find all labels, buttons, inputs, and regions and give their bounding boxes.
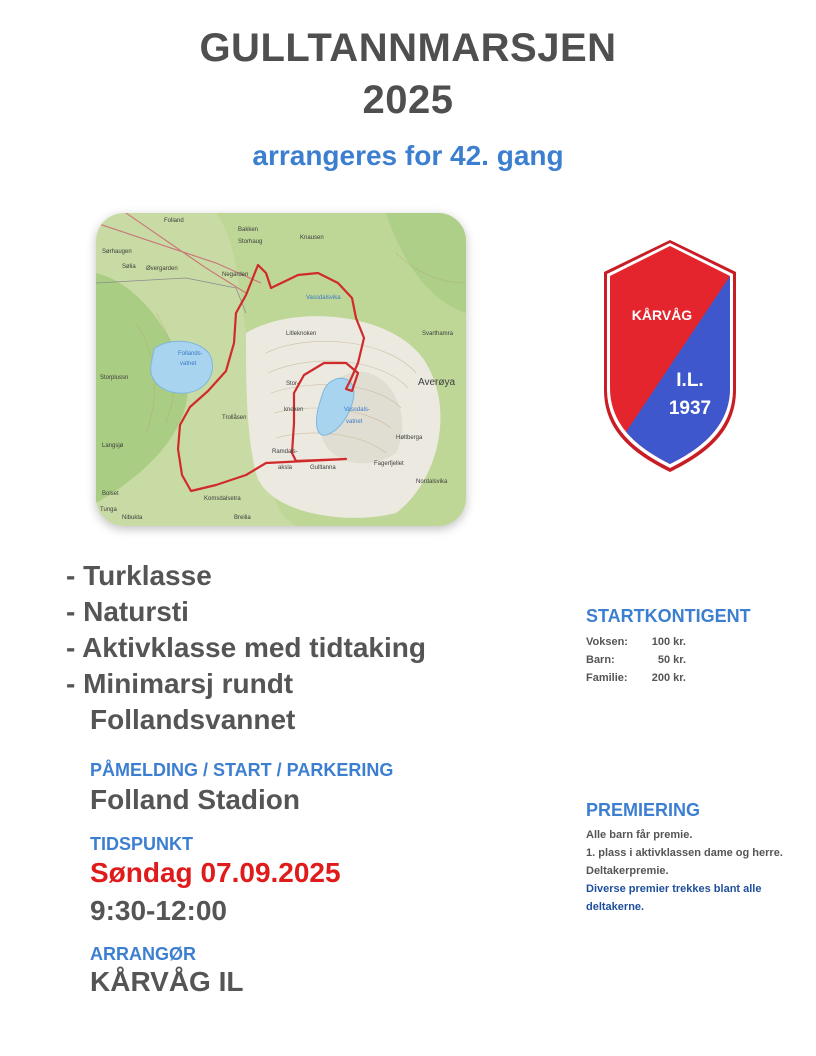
poster-subtitle: arrangeres for 42. gang — [252, 140, 564, 171]
svg-text:Litleknoken: Litleknoken — [286, 331, 317, 337]
class-item-minimarsj-cont: Follandsvannet — [90, 704, 296, 735]
prize-line-draw: Diverse premier trekkes blant alle deltakerne. — [586, 883, 762, 913]
logo-year: 1937 — [668, 398, 712, 419]
svg-text:Bakken: Bakken — [238, 227, 259, 233]
svg-text:Negarden: Negarden — [222, 272, 249, 278]
prize-line: 1. plass i aktivklassen dame og herre. — [586, 847, 783, 859]
svg-text:Høltberga: Høltberga — [396, 435, 423, 441]
svg-text:knoken: knoken — [284, 407, 304, 413]
svg-text:Storplussn: Storplussn — [100, 375, 129, 381]
svg-text:Komsdalsetra: Komsdalsetra — [204, 496, 241, 502]
logo-club-name: KÅRVÅG — [631, 307, 693, 323]
route-map — [96, 213, 466, 526]
prize-line: Alle barn får premie. — [586, 829, 693, 841]
event-hours: 9:30-12:00 — [90, 895, 227, 926]
svg-text:Øvergarden: Øvergarden — [146, 266, 178, 272]
svg-text:Stor-: Stor- — [286, 381, 300, 387]
class-item-turklasse: - Turklasse — [66, 560, 212, 591]
svg-text:Ramdals-: Ramdals- — [272, 449, 298, 455]
svg-text:Svarthamra: Svarthamra — [422, 331, 454, 337]
svg-text:Fagerfjellet: Fagerfjellet — [374, 461, 404, 467]
prize-line: Deltakerpremie. — [586, 865, 669, 877]
club-logo — [598, 238, 742, 474]
svg-text:Follands-: Follands- — [178, 351, 203, 357]
svg-text:Sølia: Sølia — [122, 264, 136, 270]
fee-label: Familie: — [586, 672, 628, 684]
svg-text:Nibukta: Nibukta — [122, 515, 143, 521]
svg-text:Tunga: Tunga — [100, 507, 117, 513]
fee-label: Barn: — [586, 654, 615, 666]
fee-price: 100 kr. — [651, 636, 686, 648]
registration-label: PÅMELDING / START / PARKERING — [90, 760, 394, 780]
prizes-title: PREMIERING — [586, 800, 701, 820]
fee-row — [586, 669, 686, 687]
class-list — [66, 558, 426, 738]
class-item-minimarsj: - Minimarsj rundt — [66, 668, 294, 699]
fee-price: 200 kr. — [651, 672, 686, 684]
class-item-aktivklasse: - Aktivklasse med tidtaking — [66, 632, 426, 663]
logo-abbr: I.L. — [676, 370, 704, 391]
time-label: TIDSPUNKT — [90, 834, 193, 854]
organizer-value: KÅRVÅG IL — [90, 966, 244, 997]
poster-title: GULLTANNMARSJEN — [199, 26, 617, 70]
registration-value: Folland Stadion — [90, 784, 300, 815]
svg-text:Averøya: Averøya — [418, 377, 456, 388]
svg-text:Nordalsvika: Nordalsvika — [416, 479, 448, 485]
svg-text:Vassdals-: Vassdals- — [344, 407, 370, 413]
class-item-natursti: - Natursti — [66, 596, 189, 627]
svg-text:Breilia: Breilia — [234, 515, 251, 521]
svg-text:vatnet: vatnet — [180, 361, 197, 367]
svg-text:Gulltanna: Gulltanna — [310, 465, 336, 471]
fee-row — [586, 651, 686, 669]
svg-text:Bolset: Bolset — [102, 491, 119, 497]
svg-text:aksla: aksla — [278, 465, 293, 471]
fee-price: 50 kr. — [657, 654, 686, 666]
fee-title: STARTKONTIGENT — [586, 606, 751, 626]
svg-text:Vassdalsvika: Vassdalsvika — [306, 295, 341, 301]
svg-text:Trollåsen: Trollåsen — [222, 415, 247, 421]
svg-text:vatnet: vatnet — [346, 419, 363, 425]
fee-label: Voksen: — [586, 636, 628, 648]
fee-row — [586, 633, 686, 651]
prizes-text — [586, 826, 786, 916]
poster-year: 2025 — [362, 78, 454, 122]
event-date: Søndag 07.09.2025 — [90, 857, 341, 888]
organizer-label: ARRANGØR — [90, 944, 196, 964]
svg-text:Knausen: Knausen — [300, 235, 324, 241]
svg-text:Storhaug: Storhaug — [238, 239, 263, 245]
svg-text:Folland: Folland — [164, 218, 184, 224]
fee-table — [586, 633, 686, 687]
svg-text:Sørhaugen: Sørhaugen — [102, 249, 132, 255]
svg-text:Langsjø: Langsjø — [102, 443, 124, 449]
